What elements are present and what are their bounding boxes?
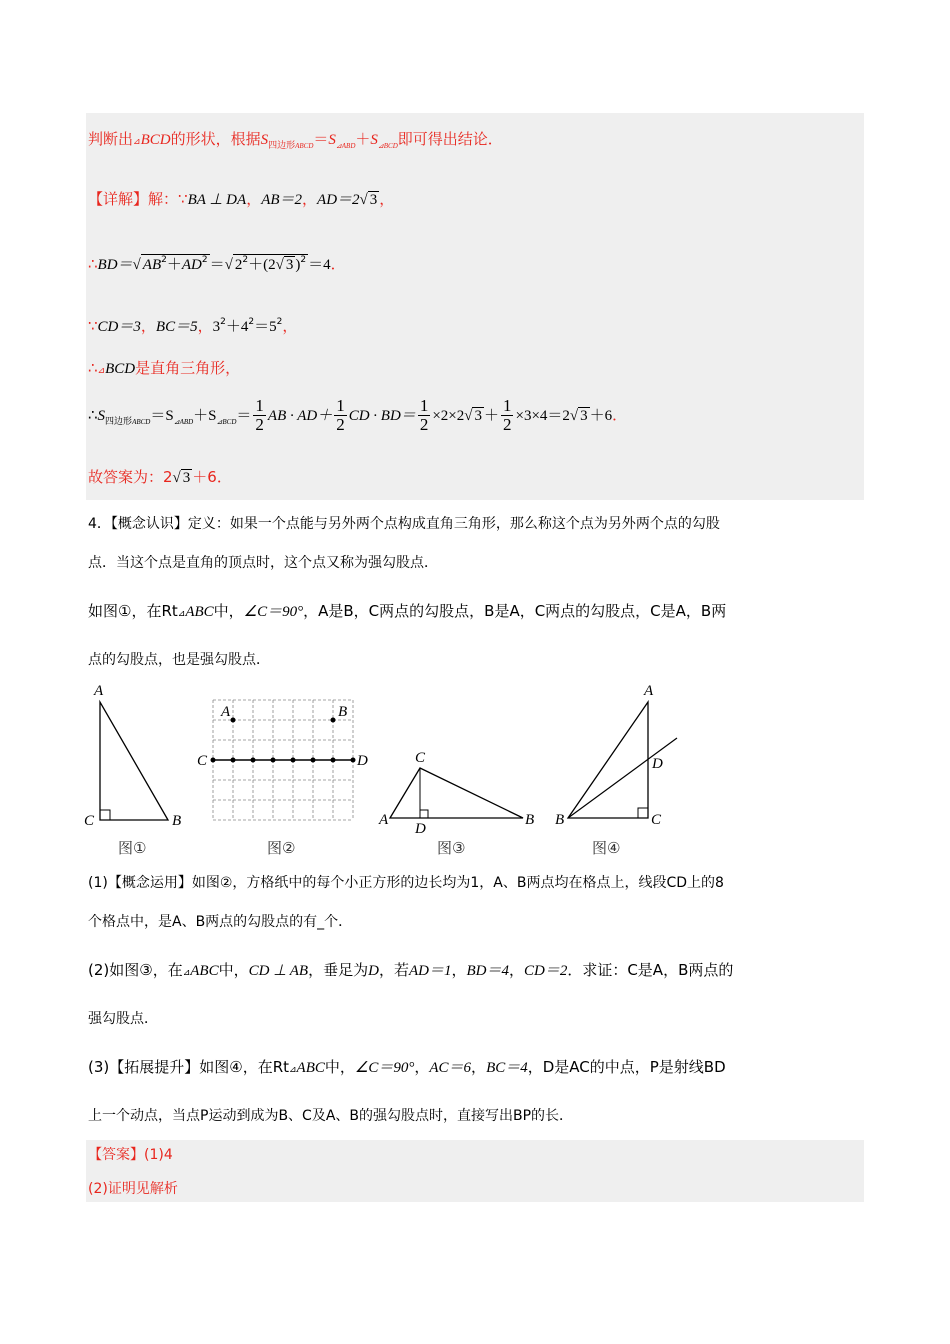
- fig2-label-b: B: [338, 704, 348, 720]
- solution-line-1: 判断出⊿BCD的形状，根据$S_{四边形ABCD}=S_{⊿ABD}+S_{⊿BCD}$即可得出结论．: [88, 130, 503, 151]
- question-1-line-2: 个格点中，是A、B两点的勾股点的有_个．: [88, 914, 353, 930]
- solution-line-3: ∴BD＝√ $AB^2+AD^2$ ＝√ $2^2+(2√$ 3 )$^2$ ＝4．: [88, 255, 346, 273]
- fig3-caption: 图③: [437, 839, 466, 857]
- problem-text-2: 点．当这个点是直角的顶点时，这个点又称为强勾股点．: [88, 555, 438, 571]
- answer-line-2: (2)证明见解析: [88, 1181, 178, 1197]
- question-2-line-2: 强勾股点．: [88, 1011, 158, 1027]
- figure-3: [375, 740, 545, 860]
- fig4-label-b: B: [555, 812, 565, 828]
- fig3-label-b: B: [525, 812, 535, 828]
- answer-box: [86, 1140, 864, 1202]
- fig2-label-a: A: [221, 704, 231, 720]
- fig2-label-c: C: [197, 753, 208, 769]
- question-2-line-1: (2)如图③，在⊿ABC中，CD ⊥ AB，垂足为D，若AD＝1，BD＝4，CD＝2．求证：C是A，B两点的: [88, 961, 734, 979]
- question-1-line-1: (1)【概念运用】如图②，方格纸中的每个小正方形的边长均为1，A、B两点均在格点上，线段CD上的8: [88, 875, 724, 891]
- figure-4: [550, 680, 690, 860]
- problem-text-1: 4．【概念认识】定义：如果一个点能与另外两个点构成直角三角形，那么称这个点为另外两个点的勾股: [88, 516, 720, 532]
- problem-text-3: 如图①，在Rt⊿ABC中，∠C＝90°，A是B，C两点的勾股点，B是A，C两点的勾股点，C是A，B两: [88, 602, 727, 620]
- solution-line-6: $\therefore S_{四边形ABCD}=S_{⊿ABD}+S_{⊿BCD}=$ $\frac{1}{2}$ AB · AD＋ $\frac{1}{2}$ CD · BD＝ $\frac{1}{2}$ ×2×2√ 3 ＋ $\frac{1}{2}$ ×3×4＝2√ 3 ＋6．: [88, 396, 628, 434]
- fig1-label-c: C: [84, 813, 95, 829]
- solution-line-5: ∴⊿BCD是直角三角形，: [88, 359, 241, 377]
- figure-2: [193, 690, 373, 860]
- solution-line-7: 故答案为：2√ 3 ＋6．: [88, 468, 232, 486]
- fig3-label-a: A: [379, 812, 389, 828]
- figure-1: [80, 680, 190, 860]
- fig1-caption: 图①: [118, 839, 147, 857]
- fig4-label-c: C: [651, 812, 662, 828]
- fig1-label-b: B: [172, 813, 182, 829]
- fig1-label-a: A: [94, 683, 104, 699]
- fig4-label-d: D: [652, 756, 663, 772]
- solution-line-4: ∵CD＝3，BC＝5，$3^2+4^2=5^2$，: [88, 317, 298, 335]
- solution-line-2: 【详解】解：∵BA ⊥ DA，AB＝2，AD＝2√ 3 ，: [88, 190, 395, 208]
- fig3-label-c: C: [415, 750, 426, 766]
- fig4-caption: 图④: [592, 839, 621, 857]
- question-3-line-2: 上一个动点，当点P运动到成为B、C及A、B的强勾股点时，直接写出BP的长．: [88, 1108, 574, 1124]
- fig2-label-d: D: [357, 753, 368, 769]
- problem-text-4: 点的勾股点，也是强勾股点．: [88, 652, 270, 668]
- question-3-line-1: (3)【拓展提升】如图④，在Rt⊿ABC中，∠C＝90°，AC＝6，BC＝4，D是AC的中点，P是射线BD: [88, 1058, 726, 1076]
- fig2-caption: 图②: [267, 839, 296, 857]
- answer-line-1: 【答案】(1)4: [88, 1147, 173, 1163]
- fig4-label-a: A: [644, 683, 654, 699]
- fig3-label-d: D: [415, 821, 426, 837]
